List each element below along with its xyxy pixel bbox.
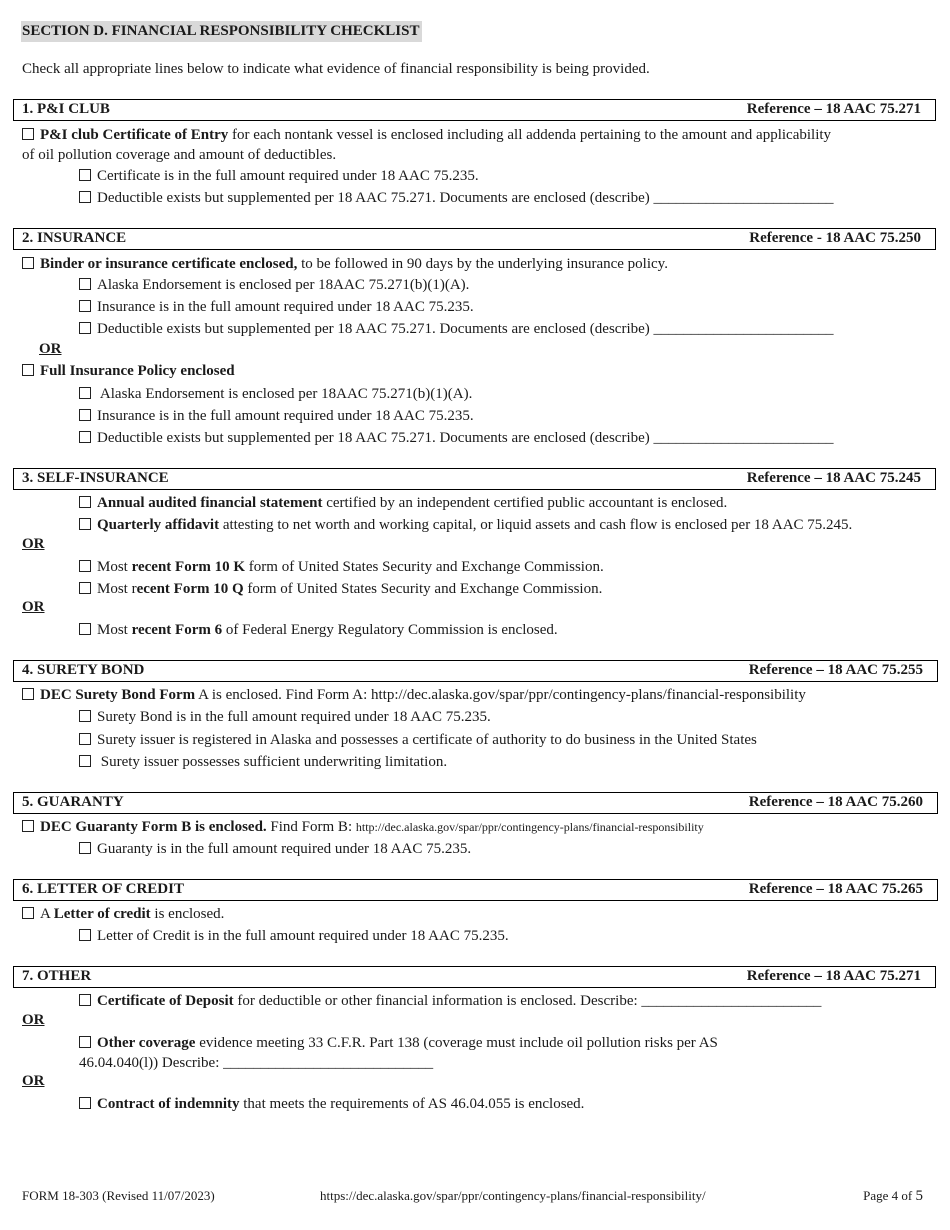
s2-binder-item: Binder or insurance certificate enclosed, to be followed in 90 days by the underlying insurance policy. — [22, 255, 668, 273]
describe-blank[interactable]: ________________________ — [641, 993, 822, 1009]
checkbox[interactable] — [79, 278, 91, 290]
checkbox[interactable] — [22, 128, 34, 140]
section-6-header — [13, 879, 938, 901]
checkbox[interactable] — [79, 387, 91, 399]
s2-full-policy-sub-3: Deductible exists but supplemented per 18 AAC 75.271. Documents are enclosed (describe) ________________________ — [79, 429, 834, 447]
s4-main-item: DEC Surety Bond Form A is enclosed. Find Form A: http://dec.alaska.gov/spar/ppr/contingency-plans/financial-responsibility — [22, 686, 806, 704]
checkbox[interactable] — [79, 842, 91, 854]
s6-sub-item-1: Letter of Credit is in the full amount required under 18 AAC 75.235. — [79, 927, 509, 945]
s2-full-policy-sub-2: Insurance is in the full amount required under 18 AAC 75.235. — [79, 407, 474, 425]
checkbox[interactable] — [79, 582, 91, 594]
section-1-title: 1. P&I CLUB — [22, 101, 110, 117]
describe-blank[interactable]: ________________________ — [653, 430, 834, 446]
s4-sub-item-1: Surety Bond is in the full amount required under 18 AAC 75.235. — [79, 708, 491, 726]
footer-page-number: Page 4 of 5 — [863, 1188, 923, 1204]
checkbox[interactable] — [79, 929, 91, 941]
checkbox[interactable] — [22, 364, 34, 376]
s7-item-other-coverage-continuation: 46.04.040(l)) Describe: ____________________________ — [79, 1055, 434, 1071]
section-4-reference: Reference – 18 AAC 75.255 — [748, 662, 923, 678]
s5-sub-item-1: Guaranty is in the full amount required under 18 AAC 75.235. — [79, 840, 471, 858]
checkbox[interactable] — [79, 496, 91, 508]
section-7-title: 7. OTHER — [22, 968, 92, 984]
section-5-reference: Reference – 18 AAC 75.260 — [748, 794, 923, 810]
section-4-title: 4. SURETY BOND — [22, 662, 145, 678]
section-4-header — [13, 660, 938, 682]
checkbox[interactable] — [79, 710, 91, 722]
or-separator: OR — [39, 341, 62, 357]
section-1-header — [13, 99, 936, 121]
describe-blank[interactable]: ________________________ — [653, 321, 834, 337]
checkbox[interactable] — [79, 191, 91, 203]
or-separator: OR — [22, 1073, 45, 1089]
section-7-reference: Reference – 18 AAC 75.271 — [746, 968, 921, 984]
s3-item-form-10k: Most recent Form 10 K form of United States Security and Exchange Commission. — [79, 558, 604, 576]
checkbox[interactable] — [79, 755, 91, 767]
s7-item-contract-indemnity: Contract of indemnity that meets the requirements of AS 46.04.055 is enclosed. — [79, 1095, 584, 1113]
section-2-header — [13, 228, 936, 250]
s2-binder-sub-1: Alaska Endorsement is enclosed per 18AAC 75.271(b)(1)(A). — [79, 276, 469, 294]
checkbox[interactable] — [79, 560, 91, 572]
s3-item-form-10q: Most recent Form 10 Q form of United States Security and Exchange Commission. — [79, 580, 602, 598]
s3-item-annual-statement: Annual audited financial statement certified by an independent certified public accountant is enclosed. — [79, 494, 727, 512]
section-2-title: 2. INSURANCE — [22, 230, 127, 246]
checkbox[interactable] — [79, 518, 91, 530]
section-2-reference: Reference - 18 AAC 75.250 — [749, 230, 921, 246]
checkbox[interactable] — [79, 431, 91, 443]
s7-item-certificate-deposit: Certificate of Deposit for deductible or other financial information is enclosed. Describe: ________________________ — [79, 992, 821, 1010]
s2-binder-sub-3: Deductible exists but supplemented per 18 AAC 75.271. Documents are enclosed (describe) ________________________ — [79, 320, 834, 338]
section-3-title: 3. SELF-INSURANCE — [22, 470, 169, 486]
footer-form-number: FORM 18-303 (Revised 11/07/2023) — [22, 1188, 215, 1203]
section-3-header — [13, 468, 936, 490]
s2-full-policy-sub-1: Alaska Endorsement is enclosed per 18AAC 75.271(b)(1)(A). — [79, 385, 472, 403]
section-5-title: 5. GUARANTY — [22, 794, 124, 810]
checkbox[interactable] — [79, 1036, 91, 1048]
checkbox[interactable] — [79, 169, 91, 181]
s1-main-continuation: of oil pollution coverage and amount of deductibles. — [22, 147, 337, 163]
describe-blank[interactable]: ____________________________ — [223, 1055, 434, 1071]
footer-url[interactable]: https://dec.alaska.gov/spar/ppr/contingency-plans/financial-responsibility/ — [320, 1188, 706, 1203]
checkbox[interactable] — [79, 994, 91, 1006]
section-1-reference: Reference – 18 AAC 75.271 — [746, 101, 921, 117]
describe-blank[interactable]: ________________________ — [653, 190, 834, 206]
checkbox[interactable] — [79, 1097, 91, 1109]
intro-text: Check all appropriate lines below to indicate what evidence of financial responsibility is being provided. — [22, 61, 650, 77]
checkbox[interactable] — [22, 688, 34, 700]
or-separator: OR — [22, 599, 45, 615]
checkbox[interactable] — [79, 322, 91, 334]
checkbox[interactable] — [79, 409, 91, 421]
s1-sub-item-1: Certificate is in the full amount required under 18 AAC 75.235. — [79, 167, 479, 185]
s1-main-item: P&I club Certificate of Entry for each nontank vessel is enclosed including all addenda pertaining to the amount and applicability — [22, 126, 831, 144]
section-7-header — [13, 966, 936, 988]
section-5-header — [13, 792, 938, 814]
s3-item-quarterly-affidavit: Quarterly affidavit attesting to net worth and working capital, or liquid assets and cash flow is enclosed per 18 AAC 75.245. — [79, 516, 852, 534]
checkbox[interactable] — [22, 257, 34, 269]
or-separator: OR — [22, 1012, 45, 1028]
or-separator: OR — [22, 536, 45, 552]
section-6-title: 6. LETTER OF CREDIT — [22, 881, 184, 897]
s4-sub-item-2: Surety issuer is registered in Alaska and possesses a certificate of authority to do business in the United States — [79, 731, 757, 749]
s2-binder-sub-2: Insurance is in the full amount required under 18 AAC 75.235. — [79, 298, 474, 316]
s5-main-item: DEC Guaranty Form B is enclosed. Find Form B: http://dec.alaska.gov/spar/ppr/contingency-plans/financial-responsibility — [22, 818, 704, 836]
s7-item-other-coverage: Other coverage evidence meeting 33 C.F.R. Part 138 (coverage must include oil pollution risks per AS — [79, 1034, 718, 1052]
s2-full-policy-item: Full Insurance Policy enclosed — [22, 362, 235, 380]
checkbox[interactable] — [79, 300, 91, 312]
checkbox[interactable] — [22, 907, 34, 919]
section-6-reference: Reference – 18 AAC 75.265 — [748, 881, 923, 897]
s6-main-item: A Letter of credit is enclosed. — [22, 905, 224, 923]
checkbox[interactable] — [79, 623, 91, 635]
s1-sub-item-2: Deductible exists but supplemented per 18 AAC 75.271. Documents are enclosed (describe) ________________________ — [79, 189, 834, 207]
s4-sub-item-3: Surety issuer possesses sufficient underwriting limitation. — [79, 753, 447, 771]
section-3-reference: Reference – 18 AAC 75.245 — [746, 470, 921, 486]
checkbox[interactable] — [22, 820, 34, 832]
s3-item-form-6: Most recent Form 6 of Federal Energy Regulatory Commission is enclosed. — [79, 621, 558, 639]
section-title: SECTION D. FINANCIAL RESPONSIBILITY CHECKLIST — [21, 21, 422, 42]
checkbox[interactable] — [79, 733, 91, 745]
form-b-link[interactable]: http://dec.alaska.gov/spar/ppr/contingency-plans/financial-responsibility — [355, 820, 704, 834]
